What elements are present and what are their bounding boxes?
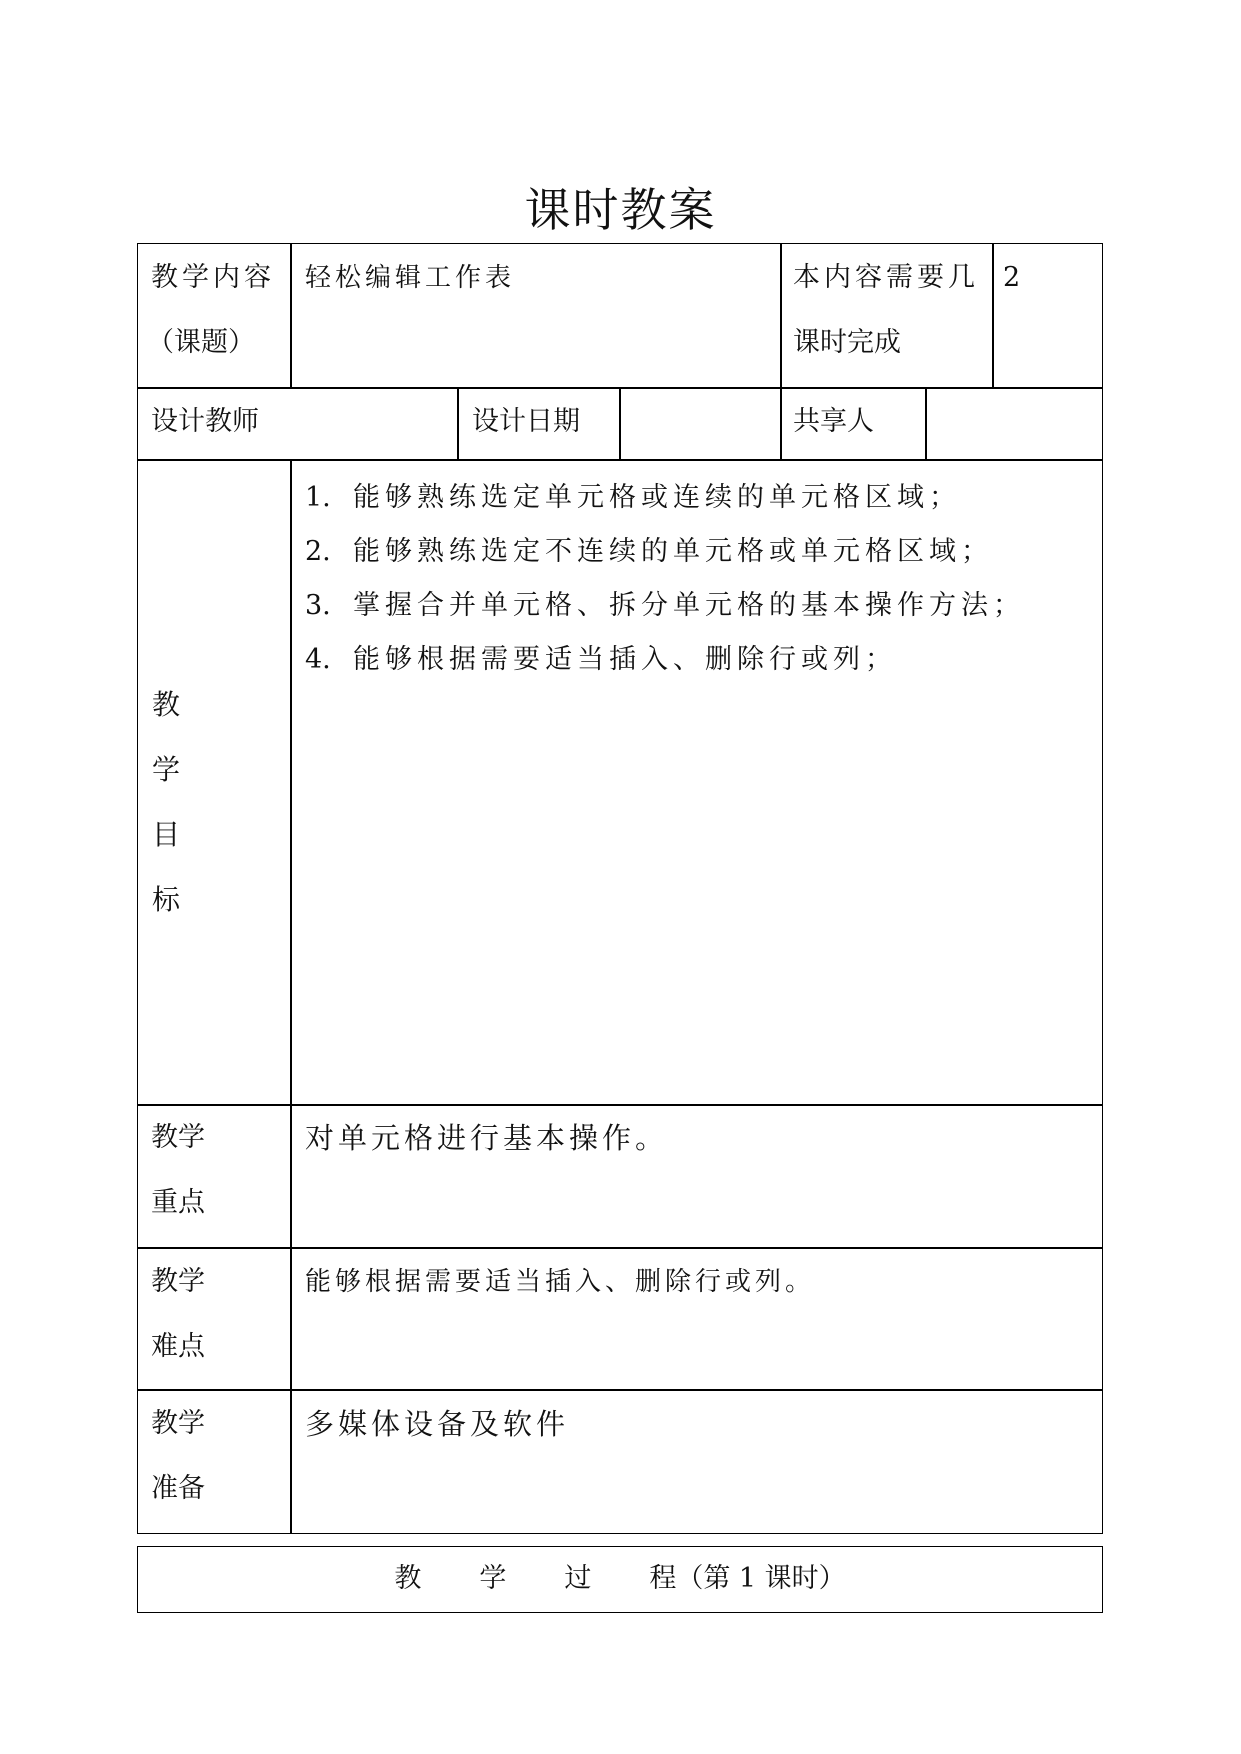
objective-number: 2. bbox=[305, 536, 331, 567]
process-header-char: 学 bbox=[479, 1563, 507, 1594]
objectives-label-char: 目 bbox=[152, 818, 181, 851]
column-divider bbox=[780, 243, 782, 459]
process-header-suffix: （第 1 课时） bbox=[676, 1563, 846, 1594]
key-points-text: 对单元格进行基本操作。 bbox=[305, 1121, 669, 1155]
content-label: 教学内容 bbox=[151, 262, 275, 293]
sharer-label: 共享人 bbox=[793, 406, 874, 437]
label-column-divider bbox=[290, 243, 292, 388]
objective-item bbox=[305, 529, 993, 568]
row-divider bbox=[137, 459, 1103, 461]
page-title: 课时教案 bbox=[524, 183, 717, 237]
process-header-char: 教 bbox=[394, 1563, 422, 1594]
column-divider bbox=[457, 387, 459, 459]
difficulties-label-sub: 难点 bbox=[151, 1331, 205, 1362]
column-divider bbox=[925, 387, 927, 459]
objective-item bbox=[305, 583, 1025, 622]
label-column-divider bbox=[290, 459, 292, 1534]
objectives-label-char: 教 bbox=[152, 688, 181, 721]
objective-text: 能够熟练选定单元格或连续的单元格区域； bbox=[353, 482, 961, 513]
row-divider bbox=[137, 1389, 1103, 1391]
designer-label: 设计教师 bbox=[151, 406, 259, 437]
objective-number: 4. bbox=[305, 644, 331, 675]
objectives-label-char: 学 bbox=[152, 753, 181, 786]
preparation-label: 教学 bbox=[151, 1408, 205, 1439]
key-points-label-sub: 重点 bbox=[151, 1187, 205, 1218]
key-points-label: 教学 bbox=[151, 1122, 205, 1153]
hours-label-sub: 课时完成 bbox=[793, 327, 901, 358]
row-divider bbox=[137, 1247, 1103, 1249]
objectives-label-char: 标 bbox=[152, 883, 181, 916]
objective-item bbox=[305, 637, 897, 676]
objective-number: 3. bbox=[305, 590, 331, 621]
teaching-process-header bbox=[137, 1546, 1103, 1613]
preparation-label-sub: 准备 bbox=[151, 1473, 205, 1504]
hours-value: 2 bbox=[1003, 262, 1021, 293]
objective-item bbox=[305, 475, 961, 514]
date-label: 设计日期 bbox=[472, 406, 580, 437]
content-label-sub: （课题） bbox=[147, 327, 255, 358]
objective-text: 能够熟练选定不连续的单元格或单元格区域； bbox=[353, 536, 993, 567]
column-divider bbox=[992, 243, 994, 388]
objective-text: 掌握合并单元格、拆分单元格的基本操作方法； bbox=[353, 590, 1025, 621]
column-divider bbox=[619, 387, 621, 459]
difficulties-text: 能够根据需要适当插入、删除行或列。 bbox=[305, 1267, 816, 1297]
preparation-text: 多媒体设备及软件 bbox=[305, 1407, 570, 1441]
process-header-char: 过 bbox=[564, 1563, 592, 1594]
objectives-label bbox=[152, 672, 180, 932]
process-header-char: 程 bbox=[649, 1563, 677, 1594]
row-divider bbox=[137, 1104, 1103, 1106]
objective-text: 能够根据需要适当插入、删除行或列； bbox=[353, 644, 897, 675]
difficulties-label: 教学 bbox=[151, 1266, 205, 1297]
objective-number: 1. bbox=[305, 482, 331, 513]
content-value: 轻松编辑工作表 bbox=[305, 263, 516, 293]
hours-label: 本内容需要几 bbox=[793, 262, 979, 293]
